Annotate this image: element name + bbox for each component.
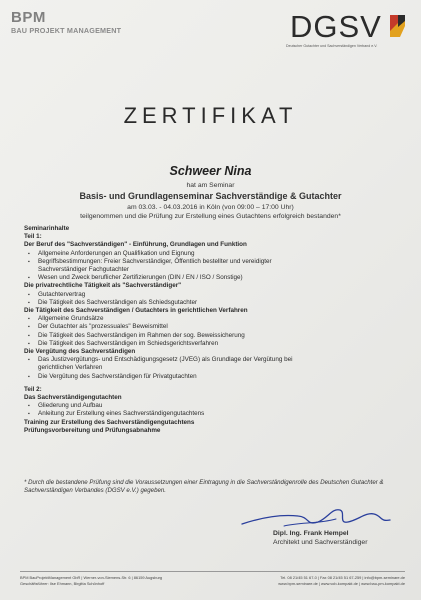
footer-websites: www.bpm-seminare.de | www.vob-kompakt.de | www.bau-pm-kompakt.de: [278, 581, 405, 586]
bpm-logo-subtitle: BAU PROJEKT MANAGEMENT: [11, 26, 122, 35]
dgsv-logo-mark: [286, 9, 408, 43]
signatory-title: Architekt und Sachverständiger: [273, 539, 368, 546]
list-item: ▪ Die Tätigkeit des Sachverständigen im Rahmen der sog. Beweissicherung: [24, 332, 404, 340]
part2-heading: Teil 2:: [24, 385, 42, 393]
list-item: ▪ Der Gutachter als "prozessuales" Beweismittel: [24, 323, 404, 331]
contents-heading: Seminarinhalte: [24, 225, 70, 232]
dgsv-logo: [286, 9, 408, 48]
section-title: Die Tätigkeit des Sachverständigen / Gutachters in gerichtlichen Verfahren: [24, 307, 248, 315]
list-item: ▪ Gutachtervertrag: [24, 291, 404, 299]
list-item: ▪ Gliederung und Aufbau: [24, 402, 404, 410]
list-item-continuation: gerichtlichen Verfahren: [38, 364, 103, 372]
list-item: ▪ Die Vergütung des Sachverständigen für Privatgutachten: [24, 373, 404, 381]
bpm-logo-text: BPM: [11, 9, 46, 26]
seminar-contents: [24, 225, 404, 435]
part1-heading: Teil 1:: [24, 233, 42, 241]
section-title: Der Beruf des "Sachverständigen" - Einführung, Grundlagen und Funktion: [24, 241, 247, 249]
footer-line-1: [20, 575, 405, 580]
list-item: ▪ Anleitung zur Erstellung eines Sachverständigengutachtens: [24, 410, 404, 418]
footnote: * Durch die bestandene Prüfung sind die Voraussetzungen einer Eintragung in die Sachverständigenrolle des Deutschen Gutachter & Sachverständigen Verbandes (DGSV e.V.) gegeben.: [24, 479, 384, 494]
result-line: teilgenommen und die Prüfung zur Erstellung eines Gutachtens erfolgreich bestanden*: [80, 213, 341, 220]
list-item-continuation: Sachverständiger Fachgutachter: [38, 266, 130, 274]
list-item: ▪ Allgemeine Anforderungen an Qualifikation und Eignung: [24, 250, 404, 258]
seminar-date: am 03.03. - 04.03.2016 in Köln (von 09:00 – 17:00 Uhr): [127, 204, 294, 211]
footer-contact: Tel. 08 21/45 51 67-0 | Fax 08 21/45 51 67-259 | info@bpm-seminare.de: [280, 575, 405, 580]
footer-management: Geschäftsführer: Ilse Ehmann, Birgitta Schönhoff: [20, 581, 105, 586]
section-title: Prüfungsvorbereitung und Prüfungsabnahme: [24, 426, 161, 434]
recipient-name: Schweer Nina: [169, 164, 252, 178]
list-item: ▪ Allgemeine Grundsätze: [24, 315, 404, 323]
section-title: Das Sachverständigengutachten: [24, 394, 122, 402]
list-item: ▪ Wesen und Zweck beruflicher Zertifizierungen (DIN / EN / ISO / Sonstige): [24, 274, 404, 282]
list-item: ▪ Die Tätigkeit des Sachverständigen als Schiedsgutachter: [24, 299, 404, 307]
footer-line-2: [20, 581, 405, 586]
list-item: ▪ Begriffsbestimmungen: Freier Sachverständiger, Öffentlich bestellter und vereidigter: [24, 258, 404, 266]
svg-text:DGSV: DGSV: [290, 9, 382, 43]
list-item: ▪ Die Tätigkeit des Sachverständigen im Schiedsgerichtsverfahren: [24, 340, 404, 348]
section-title: Training zur Erstellung des Sachverständigengutachtens: [24, 418, 195, 426]
signatory-name: Dipl. Ing. Frank Hempel: [273, 530, 349, 537]
section-title: Die Vergütung des Sachverständigen: [24, 348, 136, 356]
certificate-title: ZERTIFIKAT: [123, 103, 298, 128]
intro-text: hat am Seminar: [186, 182, 235, 189]
section-title: Die privatrechtliche Tätigkeit als "Sachverständiger": [24, 282, 182, 290]
dgsv-logo-subtitle: Deutscher Gutachter und Sachverständigen Verband e.V.: [286, 44, 378, 48]
bpm-logo: [11, 10, 121, 35]
footer-address: BPM BauProjektManagement GbR | Werner-von-Siemens-Str. 6 | 86159 Augsburg: [20, 575, 163, 580]
handwritten-signature: [240, 500, 400, 532]
footer-divider: [20, 571, 405, 572]
list-item: ▪ Das Justizvergütungs- und Entschädigungsgesetz (JVEG) als Grundlage der Vergütung bei: [24, 356, 404, 364]
seminar-title: Basis- und Grundlagenseminar Sachverständige & Gutachter: [79, 191, 342, 201]
